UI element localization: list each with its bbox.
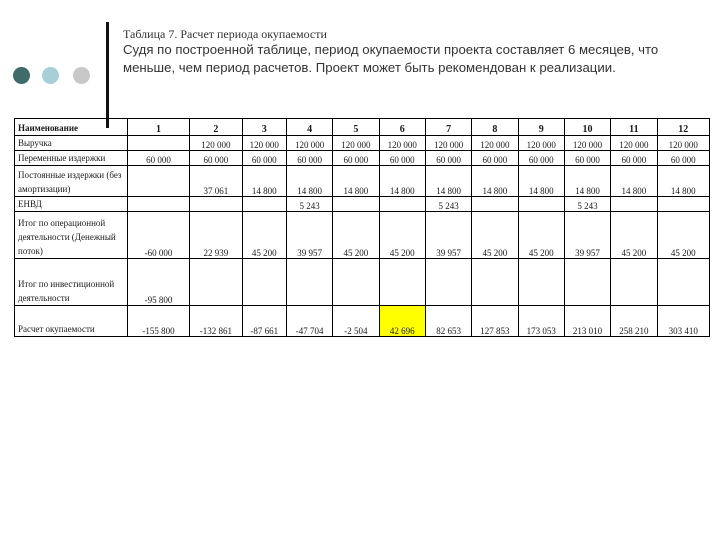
table-cell	[127, 136, 189, 151]
table-cell	[657, 197, 709, 212]
table-cell: 5 243	[564, 197, 610, 212]
table-cell	[564, 259, 610, 306]
table-cell: 120 000	[611, 136, 657, 151]
table-cell	[333, 259, 379, 306]
table-cell: 60 000	[190, 151, 242, 166]
row-label: Итог по инвестиционной деятельности	[15, 259, 128, 306]
decorative-dot-dark	[13, 67, 30, 84]
table-cell: 14 800	[333, 166, 379, 197]
header-cell: 4	[286, 119, 332, 136]
header-cell: 10	[564, 119, 610, 136]
table-cell: -87 661	[242, 306, 286, 337]
table-caption: Таблица 7. Расчет периода окупаемости	[123, 27, 327, 41]
row-label: Постоянные издержки (без амортизации)	[15, 166, 128, 197]
table-cell	[518, 197, 564, 212]
table-cell: 60 000	[657, 151, 709, 166]
table-cell	[611, 197, 657, 212]
table-cell: 14 800	[286, 166, 332, 197]
table-cell	[127, 197, 189, 212]
table-cell: -132 861	[190, 306, 242, 337]
table-cell: -95 800	[127, 259, 189, 306]
table-cell: 45 200	[611, 212, 657, 259]
table-cell: 120 000	[286, 136, 332, 151]
table-cell	[286, 259, 332, 306]
decorative-dot-light-blue	[42, 67, 59, 84]
header-cell: 11	[611, 119, 657, 136]
header-cell: 6	[379, 119, 425, 136]
table-cell: 45 200	[379, 212, 425, 259]
table-cell: 60 000	[518, 151, 564, 166]
row-label: Переменные издержки	[15, 151, 128, 166]
table-cell: -155 800	[127, 306, 189, 337]
table-row	[15, 151, 710, 166]
table-cell: 45 200	[518, 212, 564, 259]
table-row	[15, 136, 710, 151]
table-cell: 258 210	[611, 306, 657, 337]
row-label: Расчет окупаемости	[15, 306, 128, 337]
table-cell: 120 000	[379, 136, 425, 151]
table-cell	[611, 259, 657, 306]
table-cell: -2 504	[333, 306, 379, 337]
table-cell: 45 200	[333, 212, 379, 259]
header-cell: 1	[127, 119, 189, 136]
table-cell: 14 800	[425, 166, 471, 197]
table-cell: 120 000	[190, 136, 242, 151]
conclusion-paragraph: Судя по построенной таблице, период окупаемости проекта составляет 6 месяцев, что меньше, чем период расчетов. Проект может быть рекомендован к реализации.	[123, 42, 659, 75]
table-cell	[333, 197, 379, 212]
table-cell: 120 000	[518, 136, 564, 151]
table-cell	[379, 259, 425, 306]
table-cell: 45 200	[657, 212, 709, 259]
table-cell: 14 800	[657, 166, 709, 197]
header-cell: Наименование	[15, 119, 128, 136]
table-cell	[425, 259, 471, 306]
table-cell: 120 000	[333, 136, 379, 151]
row-label: Итог по операционной деятельности (Денежный поток)	[15, 212, 128, 259]
row-label: ЕНВД	[15, 197, 128, 212]
table-cell: 60 000	[127, 151, 189, 166]
table-cell: 5 243	[286, 197, 332, 212]
table-cell	[190, 197, 242, 212]
table-cell: 39 957	[564, 212, 610, 259]
table-row	[15, 166, 710, 197]
table-cell: 82 653	[425, 306, 471, 337]
table-cell: -47 704	[286, 306, 332, 337]
accent-vertical-bar	[106, 22, 109, 128]
table-cell: 14 800	[564, 166, 610, 197]
table-cell: 22 939	[190, 212, 242, 259]
header-cell: 3	[242, 119, 286, 136]
table-cell: 60 000	[425, 151, 471, 166]
table-cell	[472, 197, 518, 212]
table-cell	[242, 197, 286, 212]
table-cell: 303 410	[657, 306, 709, 337]
table-cell: 14 800	[611, 166, 657, 197]
table-cell: 39 957	[425, 212, 471, 259]
payback-table	[14, 118, 710, 337]
header-cell: 12	[657, 119, 709, 136]
table-cell	[242, 259, 286, 306]
table-cell	[379, 197, 425, 212]
table-header-row	[15, 119, 710, 136]
table-row	[15, 306, 710, 337]
table-cell: 120 000	[242, 136, 286, 151]
table-cell: 60 000	[379, 151, 425, 166]
header-cell: 2	[190, 119, 242, 136]
header-cell: 9	[518, 119, 564, 136]
table-cell	[472, 259, 518, 306]
header-cell: 5	[333, 119, 379, 136]
payback-highlight-cell: 42 696	[379, 306, 425, 337]
header-cell: 7	[425, 119, 471, 136]
table-cell: 45 200	[472, 212, 518, 259]
table-cell: 173 053	[518, 306, 564, 337]
table-cell: 14 800	[242, 166, 286, 197]
table-cell: 37 061	[190, 166, 242, 197]
table-row	[15, 197, 710, 212]
table-row	[15, 259, 710, 306]
table-cell: 14 800	[472, 166, 518, 197]
table-cell	[190, 259, 242, 306]
table-cell: 14 800	[379, 166, 425, 197]
table-cell: 60 000	[242, 151, 286, 166]
table-cell: 14 800	[518, 166, 564, 197]
table-cell: 127 853	[472, 306, 518, 337]
table-cell: 60 000	[286, 151, 332, 166]
table-cell: 39 957	[286, 212, 332, 259]
table-cell	[127, 166, 189, 197]
table-cell: 120 000	[425, 136, 471, 151]
table-cell: 60 000	[611, 151, 657, 166]
table-cell: 60 000	[564, 151, 610, 166]
table-cell: 120 000	[657, 136, 709, 151]
table-row	[15, 212, 710, 259]
table-cell: 120 000	[472, 136, 518, 151]
header-cell: 8	[472, 119, 518, 136]
table-cell: 60 000	[472, 151, 518, 166]
table-cell	[518, 259, 564, 306]
table-cell: 45 200	[242, 212, 286, 259]
table-cell: 120 000	[564, 136, 610, 151]
table-cell: 5 243	[425, 197, 471, 212]
table-cell: -60 000	[127, 212, 189, 259]
table-cell: 213 010	[564, 306, 610, 337]
table-cell	[657, 259, 709, 306]
row-label: Выручка	[15, 136, 128, 151]
table-cell: 60 000	[333, 151, 379, 166]
decorative-dot-gray	[73, 67, 90, 84]
